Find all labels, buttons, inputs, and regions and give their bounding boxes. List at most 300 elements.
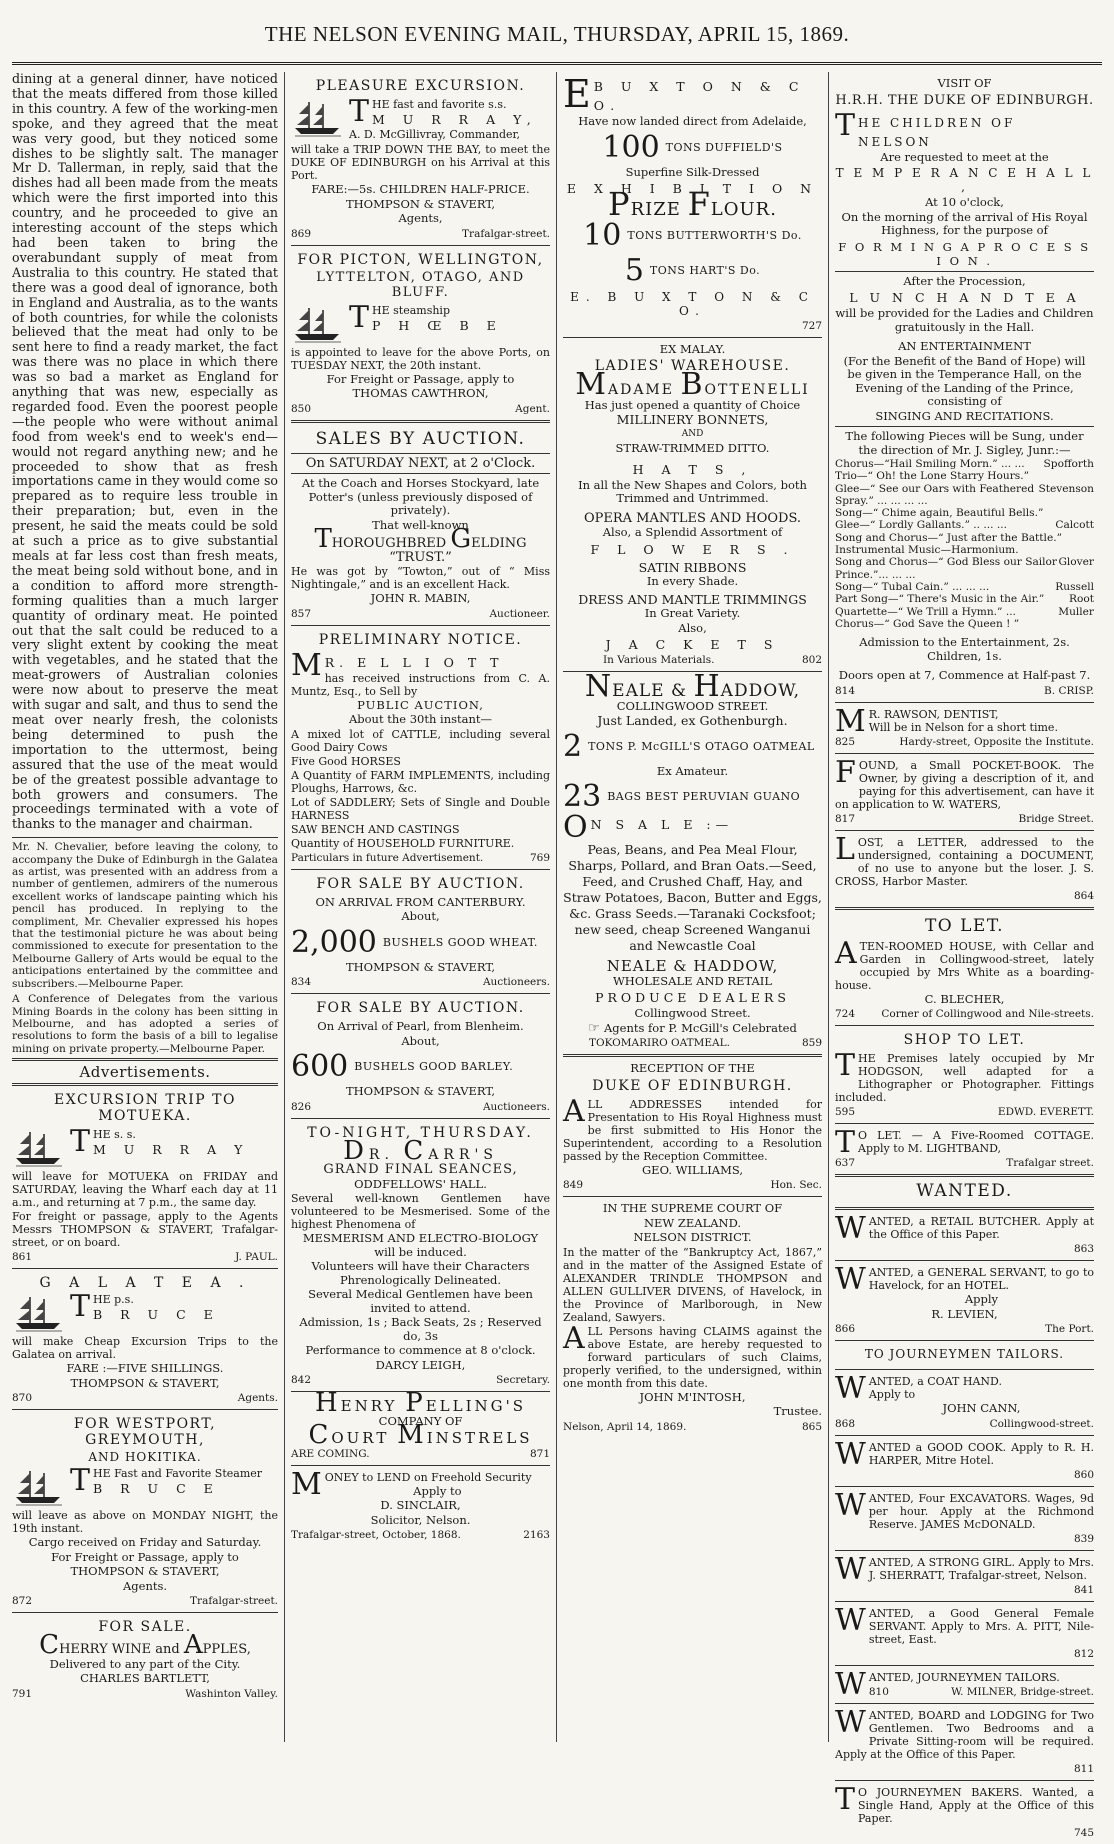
drop-cap: A xyxy=(835,935,857,971)
program-piece: Glee—“ Lordly Gallants.” .. ... ... xyxy=(835,519,1007,532)
drop-cap: W xyxy=(835,1436,866,1472)
ad-cargo: Cargo received on Friday and Saturday. xyxy=(28,1535,262,1550)
drop-cap: C xyxy=(403,1135,429,1166)
ad-number: 869 xyxy=(291,227,312,240)
ad-sales-by-auction xyxy=(291,423,550,626)
ad-signature: Washinton Valley. xyxy=(185,1687,278,1700)
ad-head: R. E L L I O T T xyxy=(324,654,504,670)
drop-cap: W xyxy=(835,1262,866,1298)
ad-signature: The Port. xyxy=(1045,1323,1094,1336)
ad-signature: Auctioneers. xyxy=(482,976,550,988)
ad-footer xyxy=(291,1101,550,1113)
ad-title: FOR PICTON, WELLINGTON, xyxy=(297,251,544,268)
headline-part: OTTENELLI xyxy=(704,382,810,398)
ad-number: 870 xyxy=(12,1392,33,1405)
ad-footer xyxy=(835,1648,1094,1660)
ad-about: About, xyxy=(401,1033,440,1048)
ad-coming: ARE COMING. xyxy=(291,1447,370,1460)
ad-text: ANTED, A STRONG GIRL. Apply to Mrs. J. SHERRATT, Trafalgar-street, Nelson. xyxy=(868,1555,1094,1582)
program-item xyxy=(835,618,1094,630)
drop-cap: A xyxy=(563,1093,585,1129)
ad-admission: Admission, 1s ; Back Seats, 2s ; Reserved do, 3s xyxy=(299,1315,542,1343)
program-piece: Chorus—“ God Save the Queen ! ” xyxy=(835,617,1020,630)
ad-ex: Ex Amateur. xyxy=(656,763,729,778)
ad-wanted-board xyxy=(835,1704,1094,1781)
ad-text: will leave as above on MONDAY NIGHT, the 19th instant. xyxy=(12,1509,278,1536)
ad-supreme-court xyxy=(563,1197,822,1438)
ad-district: NELSON DISTRICT. xyxy=(633,1230,752,1244)
ad-public: PUBLIC AUCTION, xyxy=(357,697,484,712)
ad-canterbury xyxy=(291,870,550,995)
ad-materials: In Various Materials. xyxy=(603,654,715,666)
ad-number: 802 xyxy=(801,654,822,666)
ad-footer xyxy=(563,654,822,666)
ad-footer xyxy=(563,320,822,332)
ad-freight: For Freight or Passage, apply to xyxy=(326,371,515,386)
ad-number: 834 xyxy=(291,976,312,988)
ad-wanted-excavators xyxy=(835,1487,1094,1551)
ad-number: 811 xyxy=(1073,1762,1094,1775)
item: BAGS BEST PERUVIAN GUANO xyxy=(607,790,801,803)
ad-item: Five Good HORSES xyxy=(291,754,401,768)
ship-name: B R U C E xyxy=(93,1481,220,1497)
ad-text: O JOURNEYMEN BAKERS. Wanted, a Single Hand, Apply at the Office of this Paper. xyxy=(858,1785,1094,1825)
divider xyxy=(835,426,1094,427)
ad-quantity xyxy=(563,253,822,288)
ad-title-2: DUKE OF EDINBURGH. xyxy=(592,1077,793,1094)
ad-agent: THOMAS CAWTHRON, xyxy=(352,386,489,400)
ad-agents: THOMPSON & STAVERT, xyxy=(70,1564,220,1579)
ad-pearl xyxy=(291,994,550,1119)
ad-number: 814 xyxy=(835,684,856,697)
ship-name: B R U C E xyxy=(93,1307,220,1323)
ad-title-2: AND HOKITIKA. xyxy=(88,1450,202,1465)
ad-title: LADIES' WAREHOUSE. xyxy=(594,358,791,374)
drop-cap: B xyxy=(680,367,705,402)
ad-found xyxy=(835,754,1094,831)
masthead-rule xyxy=(12,62,1102,65)
ad-footer xyxy=(835,1323,1094,1335)
ad-text: R. RAWSON, DENTIST, xyxy=(868,707,999,721)
ad-after: After the Procession, xyxy=(903,273,1026,288)
ad-wanted-cook xyxy=(835,1436,1094,1487)
drop-cap: T xyxy=(349,299,370,335)
ad-footer xyxy=(12,1688,278,1700)
ad-exhibition: E X H I B I T I O N xyxy=(566,181,819,196)
ad-headline xyxy=(12,1630,278,1661)
quantity: 10 xyxy=(583,217,622,253)
ad-footer xyxy=(835,1827,1094,1839)
drop-cap: T xyxy=(835,1048,856,1084)
ad-number: 860 xyxy=(1073,1468,1094,1481)
headline-part: ELDING “TRUST.” xyxy=(389,536,527,565)
ad-text: ANTED, JOURNEYMEN TAILORS. xyxy=(868,1670,1060,1684)
ship-icon xyxy=(12,1128,64,1168)
ad-title: EXCURSION TRIP TO MOTUEKA. xyxy=(54,1092,236,1125)
divider xyxy=(291,453,550,454)
program-composer: Muller xyxy=(1058,605,1094,618)
ad-about: About the 30th instant— xyxy=(348,712,493,726)
ad-footer xyxy=(563,1179,822,1191)
ad-produce: PRODUCE DEALERS xyxy=(595,990,790,1005)
ad-claims: LL Persons having CLAIMS against the above Estate, are hereby requested to forward particulars of such Claims, properly verified, to the undersigned, within one month from this date. xyxy=(563,1324,822,1390)
ad-number: 859 xyxy=(801,1037,822,1049)
ad-tailors-header xyxy=(835,1341,1094,1370)
ad-footer xyxy=(291,976,550,988)
ad-text: In the matter of the “Bankruptcy Act, 1867,” and in the matter of the Assigned Estate of ALEXANDER TRINDLE THOMPSON and ALLEN GULLIVER DIVENS, of Havelock, in the Province of Marlborough, in New Zealand, Sawyers. xyxy=(563,1245,822,1324)
ad-pieces: The following Pieces will be Sung, under the direction of Mr. J. Sigley, Junr.:— xyxy=(845,429,1084,457)
drop-cap: P xyxy=(608,185,631,223)
ad-cottage xyxy=(835,1124,1094,1177)
headline-part: OURT xyxy=(331,1429,398,1447)
ad-footer xyxy=(291,1529,550,1541)
ad-quantity xyxy=(563,130,822,165)
ad-footer xyxy=(835,1418,1094,1430)
ad-date: Nelson, April 14, 1869. xyxy=(563,1420,687,1433)
ad-number: 810 xyxy=(868,1685,889,1698)
program-piece: Song and Chorus—“ Just after the Battle.” xyxy=(835,531,1063,544)
program-item xyxy=(835,458,1094,470)
ad-fare: FARE:—5s. CHILDREN HALF-PRICE. xyxy=(311,182,530,196)
ad-number: 839 xyxy=(1073,1532,1094,1545)
columns xyxy=(12,71,1102,1839)
program-item xyxy=(835,507,1094,519)
ship-block xyxy=(291,299,550,344)
commander: A. D. McGillivray, Commander, xyxy=(349,128,521,141)
ad-number: 2163 xyxy=(523,1529,550,1541)
ad-footer xyxy=(835,813,1094,825)
drop-cap: A xyxy=(183,1630,203,1661)
ad-benefit: (For the Benefit of the Band of Hope) will be given in the Temperance Hall, on the Evening of the Landing of the Prince, consisting of xyxy=(843,353,1086,408)
drop-cap: T xyxy=(70,1289,91,1325)
drop-cap: T xyxy=(314,524,332,554)
drop-cap: M xyxy=(291,647,322,683)
ad-title: IN THE SUPREME COURT OF xyxy=(602,1201,783,1215)
ad-text: Several well-known Gentlemen have volunteered to be Mesmerised. Some of the highest Phenomena of xyxy=(291,1192,550,1231)
ad-street-2: Collingwood Street. xyxy=(634,1006,751,1020)
ad-number: 871 xyxy=(529,1447,550,1460)
ad-name: D. SINCLAIR, xyxy=(380,1498,461,1512)
drop-cap: W xyxy=(835,1551,866,1587)
ad-text: TEN-ROOMED HOUSE, with Cellar and Garden in Collingwood-street, lately occupied by Mrs White as a boarding-house. xyxy=(835,939,1094,992)
ad-silk: Superfine Silk-Dressed xyxy=(625,164,760,179)
ad-ladies-warehouse xyxy=(563,338,822,673)
ad-westport xyxy=(12,1410,278,1613)
ad-number: 724 xyxy=(835,1008,856,1021)
ad-wanted-butcher xyxy=(835,1210,1094,1261)
ad-name: JOHN R. MABIN, xyxy=(370,591,471,605)
headline-part: RIZE xyxy=(630,199,688,220)
ad-medical: Several Medical Gentlemen have been invited to attend. xyxy=(308,1287,533,1315)
ad-apply: Apply to xyxy=(413,1483,462,1498)
drop-cap: W xyxy=(835,1211,866,1247)
program-item xyxy=(835,544,1094,556)
ad-signature: Bridge Street. xyxy=(1018,812,1094,825)
ship-icon xyxy=(291,304,343,344)
ad-agents: THOMPSON & STAVERT, xyxy=(345,1084,495,1098)
drop-cap: D xyxy=(343,1135,369,1166)
headline-part: ELLING'S xyxy=(425,1397,527,1415)
ad-number: 637 xyxy=(835,1157,856,1170)
ad-title-2: NEALE & HADDOW, xyxy=(606,957,779,975)
ship-icon xyxy=(12,1293,64,1333)
ad-rawson xyxy=(835,703,1094,754)
ad-arrival: On Arrival of Pearl, from Blenheim. xyxy=(317,1019,524,1033)
ad-number: 745 xyxy=(1073,1826,1094,1839)
program-item xyxy=(835,556,1094,581)
ad-footer xyxy=(12,1392,278,1404)
ad-quantity xyxy=(563,779,822,814)
ad-signature: Auctioneers. xyxy=(482,1100,550,1113)
ship-block xyxy=(12,1463,278,1507)
ad-footer xyxy=(563,1037,822,1049)
program-item xyxy=(835,606,1094,618)
ad-item: A Quantity of FARM IMPLEMENTS, including Ploughs, Harrows, &c. xyxy=(291,768,550,795)
ad-lead: HE p.s. xyxy=(93,1293,134,1307)
ad-dress: DRESS AND MANTLE TRIMMINGS xyxy=(578,591,807,607)
ad-agents: THOMPSON & STAVERT, xyxy=(70,1375,220,1390)
headline-part: ADAME xyxy=(607,382,681,398)
ad-footer xyxy=(291,1374,550,1386)
ad-about: About, xyxy=(401,909,440,923)
ad-lead: HE Fast and Favorite Steamer xyxy=(93,1467,263,1481)
program-piece: Instrumental Music—Harmonium. xyxy=(835,544,1019,557)
ad-name: CHARLES BARTLETT, xyxy=(80,1671,210,1686)
ad-list: Peas, Beans, and Pea Meal Flour, Sharps, Pollard, and Bran Oats.—Seed, Feed, and Crushed Chaff, Hay, and Straw Potatoes, Bacon, Butter and Eggs, &c. Grass Seeds.—Taranaki Cocksfoot; new seed, cheap Screened Wanganui and Newcastle Coal xyxy=(563,842,822,953)
ad-headline xyxy=(563,669,822,704)
ad-landed: Just Landed, ex Gothenburgh. xyxy=(597,713,788,728)
ad-number: 868 xyxy=(835,1417,856,1430)
ad-signature: W. MILNER, Bridge-street. xyxy=(951,1685,1094,1698)
program-composer: Russell xyxy=(1055,580,1094,593)
ad-signature: Agent. xyxy=(515,402,550,415)
ad-provided: will be provided for the Ladies and Children gratuitously in the Hall. xyxy=(835,306,1094,334)
ad-headline xyxy=(291,1388,550,1418)
ad-lead: HE fast and favorite s.s. xyxy=(372,98,507,111)
ad-number: 850 xyxy=(291,402,312,415)
ad-lunch: L U N C H A N D T E A xyxy=(849,290,1080,305)
ad-number: 727 xyxy=(801,319,822,332)
drop-cap: M xyxy=(397,1420,427,1450)
divider xyxy=(12,837,278,838)
column-1 xyxy=(12,72,284,1742)
program-piece: Song and Chorus—“ God Bless our Sailor Prince.”... ... ... xyxy=(835,556,1057,581)
ad-footer xyxy=(563,1421,822,1433)
ad-fare: FARE :—FIVE SHILLINGS. xyxy=(66,1361,224,1376)
ship-icon xyxy=(12,1467,64,1507)
program-piece: Song—“ Chime again, Beautiful Bells.” xyxy=(835,507,1044,520)
ad-where: At the Coach and Horses Stockyard, late Potter's (unless previously disposed of privately). xyxy=(301,476,540,517)
ad-that: That well-known xyxy=(372,517,469,532)
ad-entertainment: AN ENTERTAINMENT xyxy=(898,339,1031,353)
ad-particulars: Particulars in future Advertisement. xyxy=(291,851,484,864)
ad-also: Also, a Splendid Assortment of xyxy=(602,525,783,539)
drop-cap: E xyxy=(563,72,591,116)
ad-signature: Trafalgar-street. xyxy=(462,227,550,240)
ad-shop-to-let xyxy=(835,1026,1094,1124)
ad-number: 817 xyxy=(835,812,856,825)
drop-cap: F xyxy=(687,185,711,223)
ad-admission: Admission to the Entertainment, 2s. Children, 1s. xyxy=(859,635,1070,663)
ad-text: ANTED, a GENERAL SERVANT, to go to Havelock, for an HOTEL. xyxy=(868,1266,1094,1293)
chevalier-note: Mr. N. Chevalier, before leaving the colony, to accompany the Duke of Edinburgh in the Galatea as artist, was presented with an address from a number of gentlemen, admirers of the numerous excellent works of landscape painting which his pencil has produced. In replying to the compliment, Mr. Chevalier expressed his hopes that the testimonial picture he was about being commissioned to execute for presentation to the Melbourne Gallery of Arts would be equal to the anticipations entertained by the committee and subscribers.—Melbourne Paper. xyxy=(12,841,278,990)
program-item xyxy=(835,532,1094,544)
ad-name: JOHN CANN, xyxy=(942,1401,1021,1416)
program-item xyxy=(835,581,1094,593)
ad-number: 791 xyxy=(12,1687,33,1700)
quantity: 600 xyxy=(291,1049,349,1084)
program-composer: Stevenson xyxy=(1038,482,1094,495)
ad-and: AND xyxy=(681,428,704,439)
ad-forming: F O R M I N G A P R O C E S S I O N . xyxy=(838,239,1091,268)
ship-name: P H Œ B E xyxy=(372,317,503,333)
ad-quantity xyxy=(291,1049,550,1084)
drop-cap: C xyxy=(39,1630,60,1661)
masthead-title: THE NELSON EVENING MAIL, THURSDAY, APRIL 15, 1869. xyxy=(264,22,850,46)
ad-also-2: Also, xyxy=(678,620,707,635)
drop-cap: P xyxy=(405,1388,426,1418)
ad-number: 825 xyxy=(835,735,856,748)
article-body: dining at a general dinner, have noticed that the meats differed from those killed in this country. A few of the working-men spoke, and they agreed that the meat was very good, but they noticed some dishes to be slightly salt. The manager Mr D. Tallerman, in reply, said that the dishes had all been made from the meats which were the first imported into this country, and he proceeded to give an interesting account of the steps which had been taken to bring the overabundant supply of meat from Australia to this country. He stated that there was a good deal of ignorance, both in England and Australia, as to the wants of both countries, for while the colonists believed that the meat had only to be sent here to find a ready market, the fact was there was no place in which there was so bad a market as England for anything that was new, especially as regarded food. Even the poorest people—the people who were without animal food from week's end to week's end—would not regard anything new; and he proceeded to show that as fresh importations came in they would come so prepared as to require less trouble in their preparation; but, even in the present, he said the meats could be sold at such a price as to give substantial meals at far less cost than fresh meats, the meat being sold without bone, and in a condition to afford more strength-forming qualities than a much larger quantity of ordinary meat. He pointed out that the salt could be reduced to a very slight extent by cooking the meat with vegetables, and he stated that the meat-growers of Australian colonies were now about to preserve the meat with sugar and salt, and thus to send the meat over nearly fresh, the colonists being determined to push the importation to the uttermost, being assured that the use of the meat would be of the greatest possible advantage to both growers and consumers. The proceedings terminated with a vote of thanks to the manager and chairman. xyxy=(12,71,278,832)
ad-text-2: Will be in Nelson for a short time. xyxy=(868,720,1058,734)
ad-preliminary-notice xyxy=(291,626,550,870)
headline-part: HERRY WINE and xyxy=(59,1642,184,1658)
program-piece: Part Song—“ There's Music in the Air.” xyxy=(835,593,1045,606)
ad-signature: Trafalgar-street. xyxy=(190,1595,278,1608)
ad-shade: In every Shade. xyxy=(646,574,739,588)
headline-part: ENRY xyxy=(340,1397,406,1415)
ad-text: will leave for MOTUEKA on FRIDAY and SATURDAY, leaving the Wharf each day at 11 a.m., and returning at 7 p.m., the same day. xyxy=(12,1170,278,1210)
ad-wanted-servant xyxy=(835,1261,1094,1341)
ad-children: HE CHILDREN OF NELSON xyxy=(858,115,1016,149)
ad-arrival: ON ARRIVAL FROM CANTERBURY. xyxy=(315,894,526,909)
ad-text: will make Cheap Excursion Trips to the Galatea on arrival. xyxy=(12,1335,278,1362)
program-composer: Glover xyxy=(1058,556,1094,569)
ad-text: will take a TRIP DOWN THE BAY, to meet the DUKE OF EDINBURGH on his Arrival at this Port. xyxy=(291,143,550,182)
ad-money xyxy=(291,1466,550,1547)
ad-neale-haddow xyxy=(563,669,822,1057)
quantity: 2,000 xyxy=(291,924,377,960)
ad-item: A mixed lot of CATTLE, including several Good Dairy Cows xyxy=(291,727,550,754)
ad-number: 769 xyxy=(529,851,550,864)
ad-footer xyxy=(291,228,550,240)
ad-wanted-coat-hand xyxy=(835,1370,1094,1436)
ad-title-2: H.R.H. THE DUKE OF EDINBURGH. xyxy=(835,92,1094,108)
ad-footer xyxy=(291,608,550,620)
ad-name: C. BLECHER, xyxy=(924,991,1005,1006)
drop-cap: T xyxy=(349,94,370,129)
drop-cap: L xyxy=(835,831,855,867)
ad-variety: In Great Variety. xyxy=(644,606,741,620)
ad-hall: ODDFELLOWS' HALL. xyxy=(354,1176,487,1191)
conference-note: A Conference of Delegates from the various Mining Boards in the colony has been sitting in Melbourne, and has adopted a series of resolutions to form the basis of a bill to legalise mining on private property.—Melbourne Paper. xyxy=(12,993,278,1055)
ad-item: SAW BENCH AND CASTINGS xyxy=(291,822,460,836)
ad-agents: THOMPSON & STAVERT, xyxy=(345,959,495,974)
ad-name: JOHN M'INTOSH, xyxy=(639,1389,746,1404)
quantity: 5 xyxy=(624,252,644,288)
ad-date: On SATURDAY NEXT, at 2 o'Clock. xyxy=(305,455,536,471)
ad-straw: STRAW-TRIMMED DITTO. xyxy=(615,441,770,455)
ad-number: 861 xyxy=(12,1251,33,1264)
ad-number: 595 xyxy=(835,1106,856,1119)
ad-footer xyxy=(835,1584,1094,1596)
ad-footer xyxy=(12,1251,278,1263)
drop-cap: G xyxy=(450,524,472,554)
ad-buxton xyxy=(563,72,822,338)
ad-text: ANTED, BOARD and LODGING for Two Gentlemen. Two Bedrooms and a Private Sitting-room will be required. Apply at the Office of this Paper. xyxy=(835,1708,1094,1761)
ad-millinery: MILLINERY BONNETS, xyxy=(616,412,769,427)
ad-item: Quantity of HOUSEHOLD FURNITURE. xyxy=(291,836,515,850)
program-piece: Quartette—“ We Trill a Hymn.” ... xyxy=(835,605,1016,618)
ad-title: PLEASURE EXCURSION. xyxy=(315,78,526,94)
ad-role: Solicitor, Nelson. xyxy=(370,1512,471,1527)
ad-title: PRELIMINARY NOTICE. xyxy=(318,631,523,648)
ad-title: FOR WESTPORT, GREYMOUTH, xyxy=(73,1416,217,1449)
ad-signature: B. CRISP. xyxy=(1044,684,1094,697)
ad-name: GEO. WILLIAMS, xyxy=(641,1162,744,1177)
ad-footer xyxy=(835,1157,1094,1169)
ad-name: DARCY LEIGH, xyxy=(375,1357,466,1372)
ad-text: OUND, a Small POCKET-BOOK. The Owner, by giving a description of it, and paying for this advertisement, can have it on application to W. WATERS, xyxy=(835,758,1094,811)
pointing-hand-icon: ☞ xyxy=(588,1020,604,1036)
ad-bakers xyxy=(835,1781,1094,1844)
item: BUSHELS GOOD WHEAT. xyxy=(382,935,538,949)
headline-part: HOROUGHBRED xyxy=(331,536,451,551)
ad-ex: EX MALAY. xyxy=(659,341,726,356)
ad-title: FOR SALE. xyxy=(98,1619,192,1636)
program-item xyxy=(835,593,1094,605)
drop-cap: C xyxy=(308,1420,332,1450)
ad-agents: THOMPSON & STAVERT, xyxy=(345,196,495,211)
divider xyxy=(835,271,1094,272)
ad-address: Hardy-street, Opposite the Institute. xyxy=(899,735,1094,748)
ad-apply: Apply xyxy=(964,1292,999,1307)
ad-name: R. LEVIEN, xyxy=(931,1306,998,1321)
ad-wanted-journeymen xyxy=(835,1666,1094,1704)
ad-wanted-girl xyxy=(835,1551,1094,1602)
ad-title-2: LYTTELTON, OTAGO, AND BLUFF. xyxy=(316,269,525,300)
headline-part: ADDOW, xyxy=(720,681,801,701)
ad-motueka xyxy=(12,1086,278,1269)
ad-signature: Hon. Sec. xyxy=(770,1179,822,1191)
ad-footer xyxy=(291,852,550,864)
ad-freight: For freight or passage, apply to the Agents Messrs THOMPSON & STAVERT, Trafalgar-street, or on board. xyxy=(12,1210,278,1250)
ad-hats-text: In all the New Shapes and Colors, both Trimmed and Untrimmed. xyxy=(578,477,807,505)
ad-number: 857 xyxy=(291,607,312,620)
ad-signature: E. B U X T O N & C O. xyxy=(570,289,815,318)
drop-cap: T xyxy=(835,1781,856,1817)
drop-cap: T xyxy=(835,1125,856,1161)
ad-title: SALES BY AUCTION. xyxy=(315,428,526,449)
ad-street: COLLINGWOOD STREET. xyxy=(616,698,769,713)
ad-footer xyxy=(291,403,550,415)
ship-block xyxy=(12,1124,278,1168)
ad-wholesale: WHOLESALE AND RETAIL xyxy=(612,973,772,988)
quantity: 23 xyxy=(563,779,602,814)
ad-number: 849 xyxy=(563,1179,584,1191)
ad-wanted-female-servant xyxy=(835,1602,1094,1666)
drop-cap: H xyxy=(693,669,721,704)
drop-cap: W xyxy=(835,1487,866,1523)
item: TONS HART'S Do. xyxy=(649,263,761,277)
item: TONS P. McGILL'S OTAGO OATMEAL xyxy=(588,739,815,753)
ad-quantity xyxy=(563,729,822,764)
drop-cap: W xyxy=(835,1602,866,1638)
ad-text: LL ADDRESSES intended for Presentation to His Royal Highness must be first submitted to His Honor the Superintendent, according to a Resolution passed by the Reception Committee. xyxy=(563,1097,822,1163)
advertisements-header: Advertisements. xyxy=(79,1063,211,1082)
headline-part: PPLES, xyxy=(202,1642,251,1658)
ad-mesmerism: MESMERISM AND ELECTRO-BIOLOGY will be induced. xyxy=(302,1231,539,1259)
